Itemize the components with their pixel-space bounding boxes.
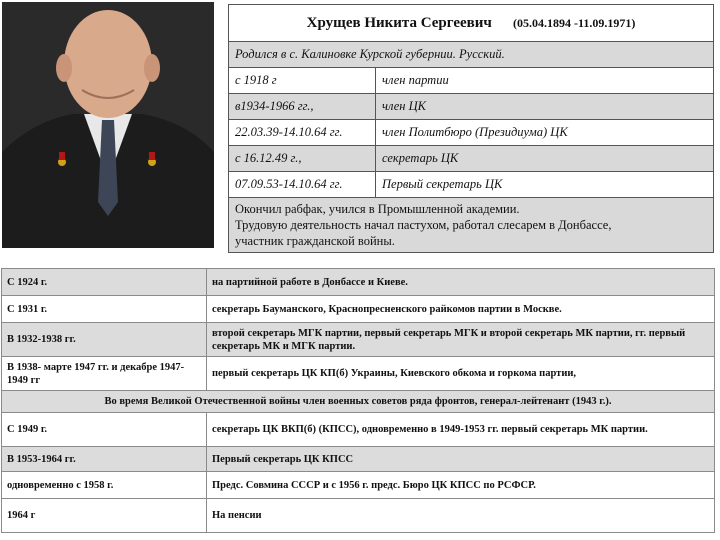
timeline-text: Предс. Совмина СССР и с 1956 г. предс. Бюро ЦК КПСС по РСФСР. bbox=[207, 472, 715, 499]
timeline-table bbox=[1, 268, 715, 533]
timeline-period: 1964 г bbox=[2, 499, 207, 533]
position-period: 22.03.39-14.10.64 гг. bbox=[229, 120, 376, 146]
person-name: Хрущев Никита Сергеевич bbox=[306, 14, 492, 31]
position-period: в1934-1966 гг., bbox=[229, 94, 376, 120]
timeline-period: С 1931 г. bbox=[2, 296, 207, 323]
life-dates: (05.04.1894 -11.09.1971) bbox=[513, 15, 636, 30]
timeline-text: секретарь ЦК ВКП(б) (КПСС), одновременно в 1949-1953 гг. первый секретарь МК партии. bbox=[207, 413, 715, 447]
timeline-period: С 1949 г. bbox=[2, 413, 207, 447]
info-table bbox=[228, 4, 714, 253]
position-role: секретарь ЦК bbox=[376, 146, 714, 172]
position-role: член партии bbox=[376, 68, 714, 94]
timeline-text: на партийной работе в Донбассе и Киеве. bbox=[207, 269, 715, 296]
timeline-period: В 1938- марте 1947 гг. и декабре 1947-1949 гг bbox=[2, 357, 207, 391]
timeline-period: одновременно с 1958 г. bbox=[2, 472, 207, 499]
position-period: 07.09.53-14.10.64 гг. bbox=[229, 172, 376, 198]
timeline-text: секретарь Бауманского, Краснопресненского райкомов партии в Москве. bbox=[207, 296, 715, 323]
position-period: с 16.12.49 г., bbox=[229, 146, 376, 172]
portrait-photo bbox=[2, 2, 214, 248]
timeline-period: В 1953-1964 гг. bbox=[2, 447, 207, 472]
birth-info: Родился в с. Калиновке Курской губернии. Русский. bbox=[229, 42, 714, 68]
biography bbox=[229, 198, 714, 253]
timeline-full-row: Во время Великой Отечественной войны член военных советов ряда фронтов, генерал-лейтенант (1943 г.). bbox=[2, 391, 715, 413]
position-period: с 1918 г bbox=[229, 68, 376, 94]
timeline-period: В 1932-1938 гг. bbox=[2, 323, 207, 357]
bio-line: Окончил рабфак, учился в Промышленной академии. bbox=[235, 202, 520, 216]
bio-line: Трудовую деятельность начал пастухом, работал слесарем в Донбассе, bbox=[235, 218, 612, 232]
timeline-text: На пенсии bbox=[207, 499, 715, 533]
position-role: член Политбюро (Президиума) ЦК bbox=[376, 120, 714, 146]
timeline-text: второй секретарь МГК партии, первый секретарь МГК и второй секретарь МК партии, гг. первый секретарь МК и МГК партии. bbox=[207, 323, 715, 357]
bio-line: участник гражданской войны. bbox=[235, 234, 395, 248]
position-role: Первый секретарь ЦК bbox=[376, 172, 714, 198]
position-role: член ЦК bbox=[376, 94, 714, 120]
timeline-text: Первый секретарь ЦК КПСС bbox=[207, 447, 715, 472]
timeline-text: первый секретарь ЦК КП(б) Украины, Киевского обкома и горкома партии, bbox=[207, 357, 715, 391]
title-cell bbox=[229, 5, 714, 42]
timeline-period: С 1924 г. bbox=[2, 269, 207, 296]
